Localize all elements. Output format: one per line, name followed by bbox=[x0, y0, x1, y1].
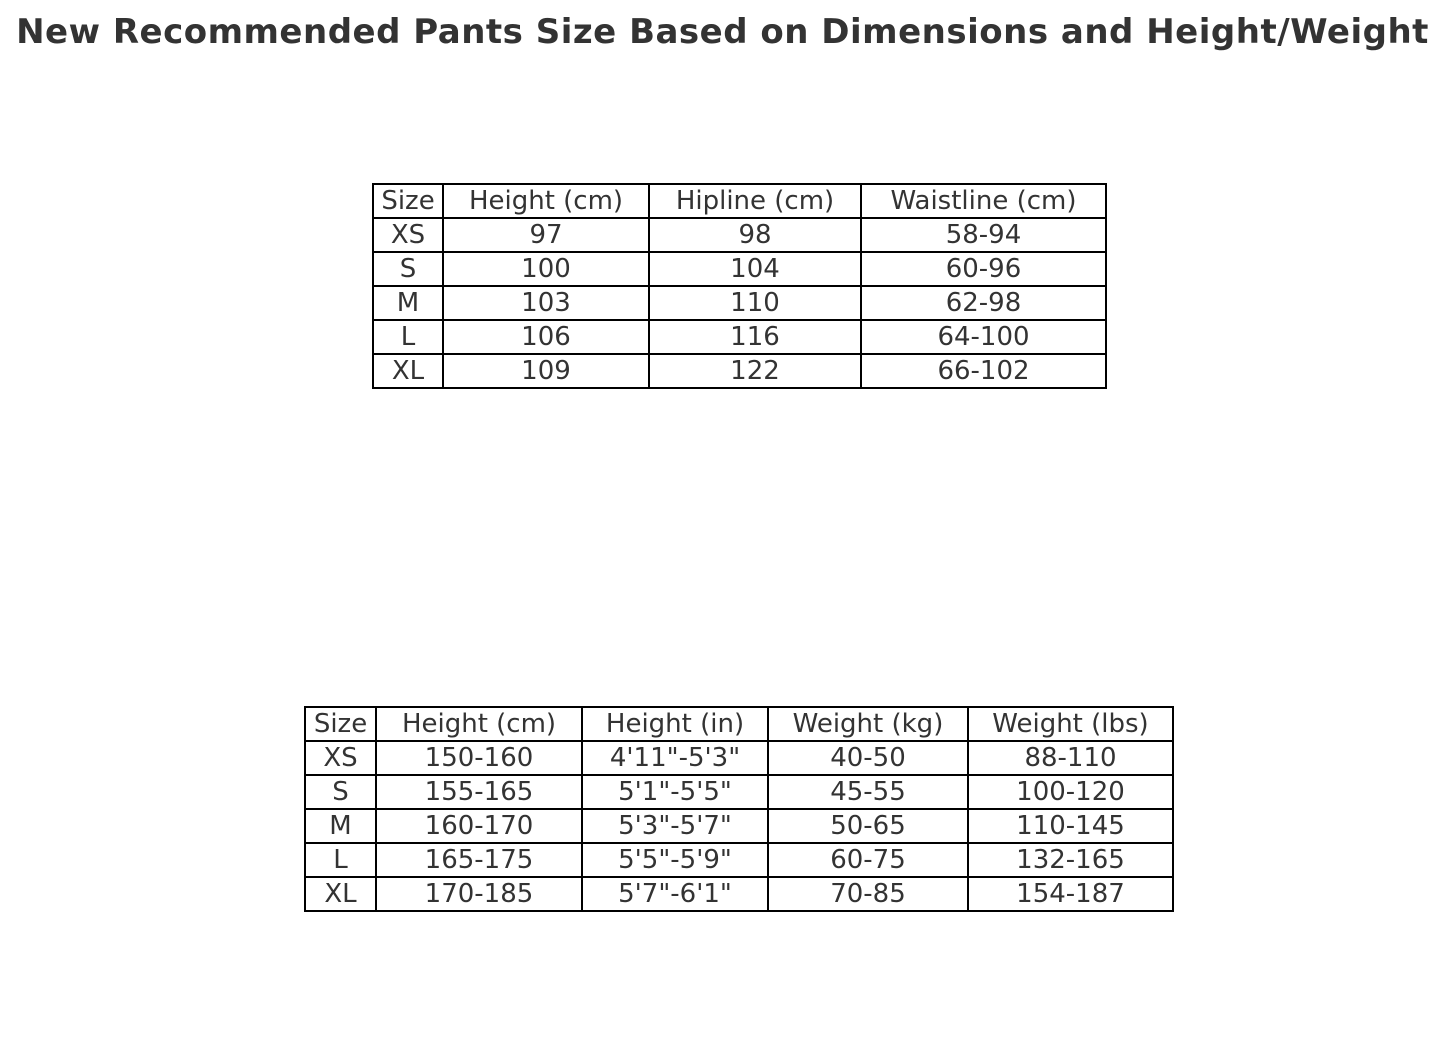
table-cell: 104 bbox=[649, 252, 861, 286]
column-header: Height (cm) bbox=[443, 184, 649, 218]
column-header: Height (in) bbox=[582, 707, 768, 741]
size-cell: M bbox=[373, 286, 443, 320]
size-cell: S bbox=[305, 775, 376, 809]
table-cell: 116 bbox=[649, 320, 861, 354]
table-cell: 154-187 bbox=[968, 877, 1173, 911]
table-row bbox=[305, 809, 1173, 843]
column-header: Size bbox=[305, 707, 376, 741]
column-header: Size bbox=[373, 184, 443, 218]
table-cell: 4'11"-5'3" bbox=[582, 741, 768, 775]
table-cell: 132-165 bbox=[968, 843, 1173, 877]
table-cell: 170-185 bbox=[376, 877, 582, 911]
table-cell: 60-96 bbox=[861, 252, 1106, 286]
size-cell: L bbox=[373, 320, 443, 354]
table-cell: 100-120 bbox=[968, 775, 1173, 809]
table-row bbox=[373, 218, 1106, 252]
table-cell: 97 bbox=[443, 218, 649, 252]
table-cell: 5'3"-5'7" bbox=[582, 809, 768, 843]
table-cell: 100 bbox=[443, 252, 649, 286]
table-cell: 106 bbox=[443, 320, 649, 354]
table-row bbox=[305, 741, 1173, 775]
table-cell: 40-50 bbox=[768, 741, 968, 775]
table-cell: 64-100 bbox=[861, 320, 1106, 354]
size-cell: XL bbox=[373, 354, 443, 388]
height-weight-table bbox=[304, 706, 1174, 912]
size-cell: M bbox=[305, 809, 376, 843]
table-row bbox=[373, 286, 1106, 320]
table-cell: 122 bbox=[649, 354, 861, 388]
table-row bbox=[373, 252, 1106, 286]
table-row bbox=[305, 775, 1173, 809]
table-cell: 45-55 bbox=[768, 775, 968, 809]
table-cell: 88-110 bbox=[968, 741, 1173, 775]
pants-dimensions-table bbox=[372, 183, 1107, 389]
table-row bbox=[373, 320, 1106, 354]
table-cell: 58-94 bbox=[861, 218, 1106, 252]
table-row bbox=[305, 877, 1173, 911]
size-cell: XS bbox=[305, 741, 376, 775]
table-cell: 50-65 bbox=[768, 809, 968, 843]
column-header: Height (cm) bbox=[376, 707, 582, 741]
table-cell: 62-98 bbox=[861, 286, 1106, 320]
table-cell: 103 bbox=[443, 286, 649, 320]
column-header: Weight (kg) bbox=[768, 707, 968, 741]
table-cell: 5'7"-6'1" bbox=[582, 877, 768, 911]
column-header: Waistline (cm) bbox=[861, 184, 1106, 218]
table-row bbox=[373, 354, 1106, 388]
table-cell: 66-102 bbox=[861, 354, 1106, 388]
table-cell: 109 bbox=[443, 354, 649, 388]
table-cell: 70-85 bbox=[768, 877, 968, 911]
table-cell: 160-170 bbox=[376, 809, 582, 843]
table-cell: 155-165 bbox=[376, 775, 582, 809]
table-cell: 60-75 bbox=[768, 843, 968, 877]
table-cell: 165-175 bbox=[376, 843, 582, 877]
table-cell: 110-145 bbox=[968, 809, 1173, 843]
table-cell: 5'1"-5'5" bbox=[582, 775, 768, 809]
table-cell: 98 bbox=[649, 218, 861, 252]
size-cell: XL bbox=[305, 877, 376, 911]
page-title: New Recommended Pants Size Based on Dimensions and Height/Weight bbox=[16, 12, 1429, 52]
table-cell: 5'5"-5'9" bbox=[582, 843, 768, 877]
table-header-row bbox=[305, 707, 1173, 741]
size-cell: L bbox=[305, 843, 376, 877]
size-cell: S bbox=[373, 252, 443, 286]
size-cell: XS bbox=[373, 218, 443, 252]
table-cell: 110 bbox=[649, 286, 861, 320]
column-header: Weight (lbs) bbox=[968, 707, 1173, 741]
table-header-row bbox=[373, 184, 1106, 218]
table-cell: 150-160 bbox=[376, 741, 582, 775]
column-header: Hipline (cm) bbox=[649, 184, 861, 218]
table-row bbox=[305, 843, 1173, 877]
